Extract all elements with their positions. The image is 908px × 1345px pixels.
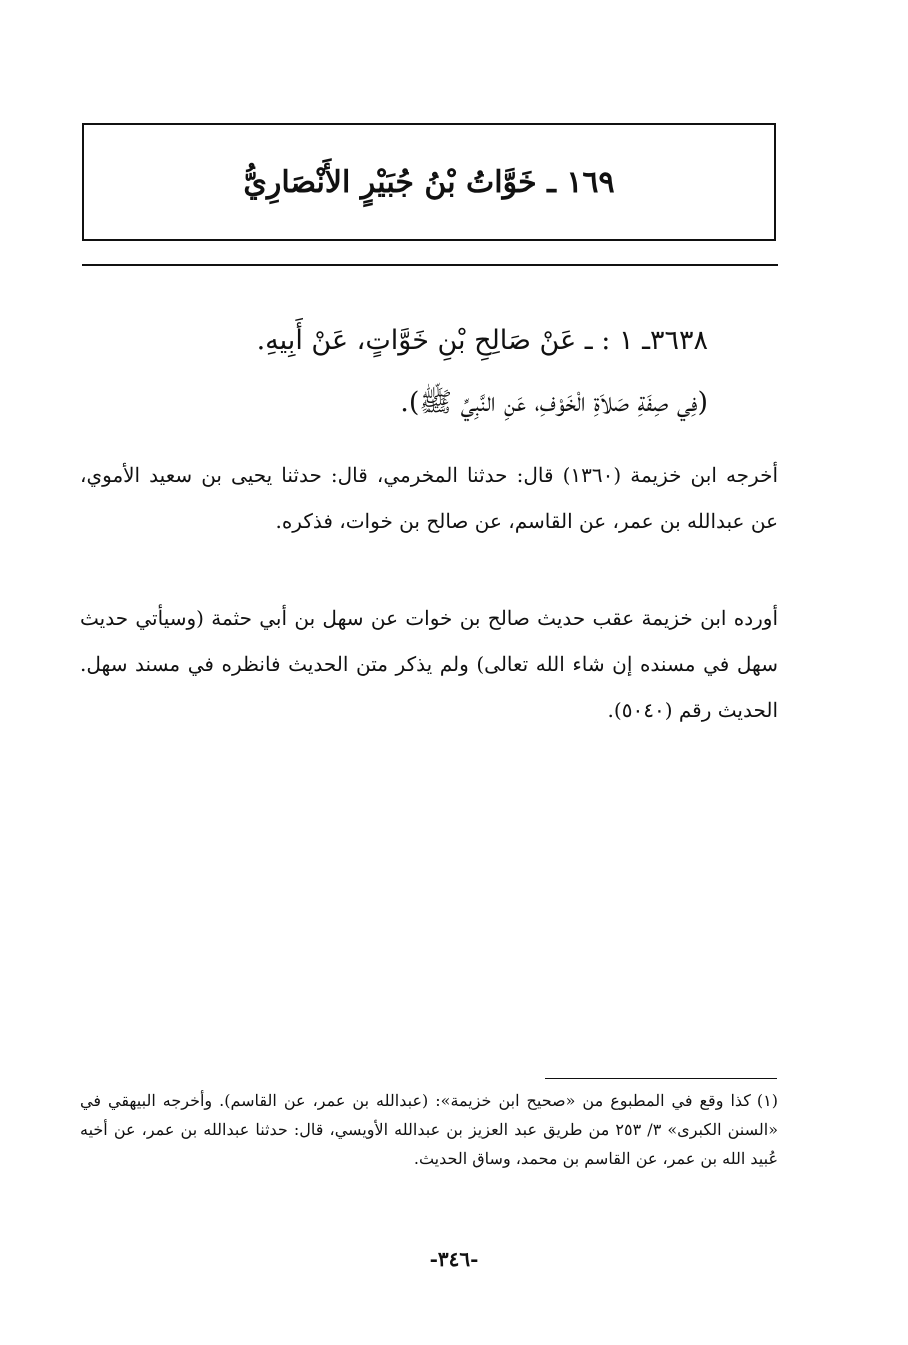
hadith-line-1: ٣٦٣٨ـ ١ : ـ عَنْ صَالِحِ بْنِ خَوَّاتٍ، عَنْ أَبِيهِ.: [256, 325, 708, 356]
footnote: [80, 1086, 778, 1173]
commentary-paragraph-1: أخرجه ابن خزيمة (١٣٦٠) قال: حدثنا المخرمي، قال: حدثنا يحيى بن سعيد الأموي، عن عبدالله بن عمر، عن القاسم، عن صالح بن خوات، فذكره.: [80, 463, 778, 533]
header-divider: [82, 264, 778, 266]
chapter-title-box: [82, 123, 776, 241]
footnote-number: (١): [756, 1091, 778, 1110]
hadith-line-2: (فِي صِفَةِ صَلاَةِ الْخَوْفِ، عَنِ النَّبِيِّ ﷺ).: [400, 387, 708, 418]
footnote-divider: [545, 1078, 777, 1079]
commentary-paragraph-2: أورده ابن خزيمة عقب حديث صالح بن خوات عن سهل بن أبي حثمة (وسيأتي حديث سهل في مسنده إن شاء الله تعالى) ولم يذكر متن الحديث فانظره في مسند سهل. الحديث رقم (٥٠٤٠).: [80, 606, 778, 722]
footnote-text: كذا وقع في المطبوع من «صحيح ابن خزيمة»: (عبدالله بن عمر، عن القاسم). وأخرجه البيهقي في «السنن الكبرى» ٣/ ٢٥٣ من طريق عبد العزيز بن عبدالله الأويسي، قال: حدثنا عبدالله بن عمر، عن أخيه عُبيد الله بن عمر، عن القاسم بن محمد، وساق الحديث.: [80, 1091, 779, 1168]
page-number: -٣٤٦-: [429, 1247, 479, 1271]
chapter-title: ١٦٩ ـ خَوَّاتُ بْنُ جُبَيْرٍ الأَنْصَارِيُّ: [243, 164, 615, 200]
